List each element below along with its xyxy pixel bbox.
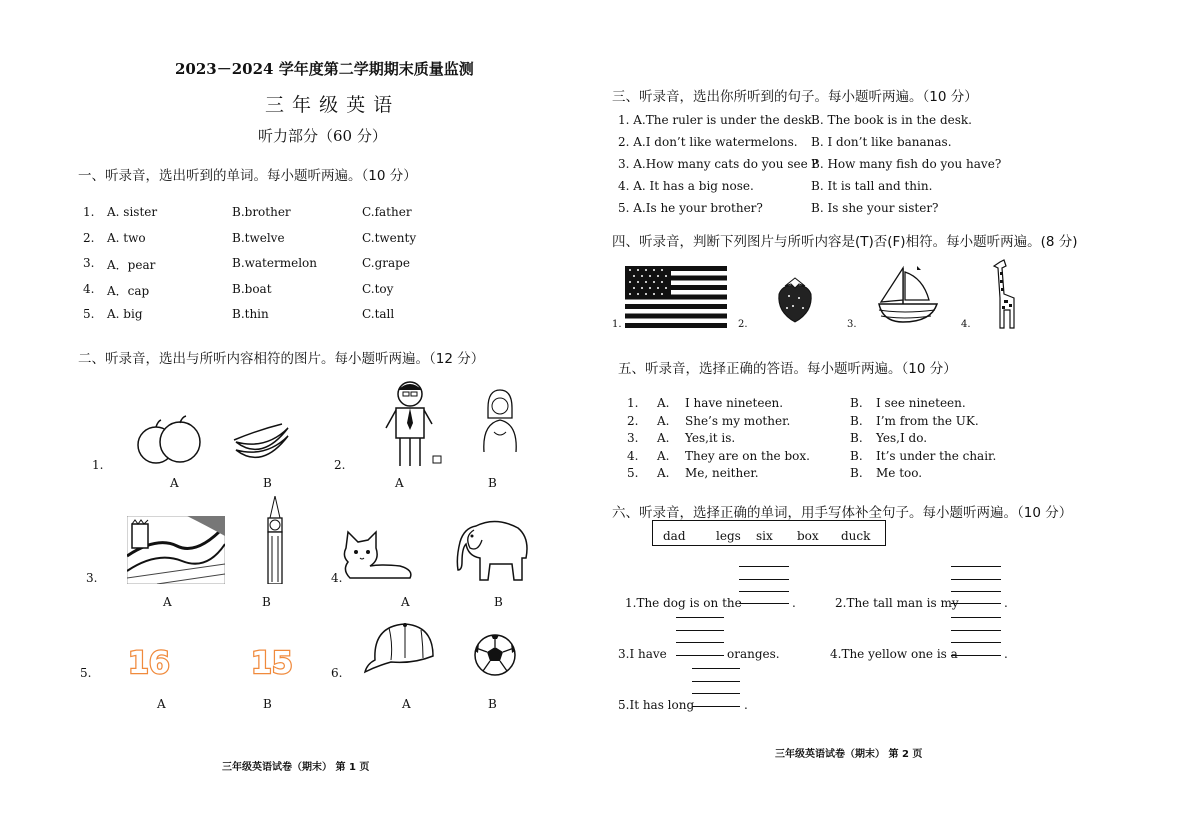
option-a-letter: A.: [657, 448, 670, 463]
s2-q5-label-a: A: [157, 697, 166, 711]
s2-q3-label-a: A: [163, 595, 172, 609]
question-number: 2.: [627, 413, 639, 428]
option-a-text: I have nineteen.: [685, 396, 784, 410]
q1-guide-line: [739, 579, 789, 580]
s4-q3-num: 3.: [847, 319, 857, 330]
s2-q6-label-a: A: [402, 697, 411, 711]
section2-heading: 二、听录音，选出与所听内容相符的图片。每小题听两遍。（12 分）: [78, 351, 485, 367]
question-number: 3.: [83, 256, 95, 270]
q1-answer-blank[interactable]: [739, 603, 789, 604]
q1-period: .: [792, 596, 796, 610]
s4-q1-num: 1.: [612, 319, 622, 330]
word-bank-item: six: [756, 529, 773, 543]
question-number: 2.: [83, 230, 95, 245]
section6-heading: 六、听录音，选择正确的单词，用手写体补全句子。每小题听两遍。（10 分）: [612, 505, 1073, 521]
option-b-text: I see nineteen.: [876, 396, 966, 410]
q3-sentence: 3.I have: [618, 647, 667, 661]
word-bank-item: dad: [663, 529, 686, 543]
s2-q4-label-a: A: [401, 595, 410, 609]
option-b-text: Me too.: [876, 466, 923, 481]
s2-q4-label-b: B: [494, 595, 503, 609]
section4-heading: 四、听录音，判断下列图片与所听内容是(T)否(F)相符。每小题听两遍。(8 分): [612, 234, 1078, 250]
s4-q2-num: 2.: [738, 319, 748, 330]
section3-heading: 三、听录音，选出你所听到的句子。每小题听两遍。（10 分）: [612, 89, 978, 105]
option-b: B.thin: [232, 307, 269, 321]
option-a-text: Me, neither.: [685, 466, 759, 481]
q5-sentence: 5.It has long: [618, 698, 695, 712]
q3-answer-blank[interactable]: [676, 655, 724, 656]
s2-q1-num: 1.: [92, 458, 104, 472]
option-a-letter: A.: [657, 431, 670, 446]
option-b-letter: B.: [850, 431, 863, 446]
option-c: C.father: [362, 205, 412, 219]
q2-guide-line: [951, 579, 1001, 580]
option-c: C.toy: [362, 281, 394, 296]
woman-icon: [478, 388, 523, 453]
q3-sentence-end: oranges.: [727, 647, 780, 661]
option-c: C.tall: [362, 307, 395, 321]
option-b-letter: B.: [850, 396, 863, 410]
option-b-letter: B.: [850, 448, 863, 463]
q1-guide-line: [739, 591, 789, 592]
option-b-text: Yes,I do.: [876, 431, 928, 446]
q5-answer-blank[interactable]: [692, 706, 740, 707]
soccer-ball-icon: [473, 633, 517, 677]
bananas-icon: [232, 420, 292, 465]
q3-guide-line: [676, 630, 724, 631]
option-a: A. sister: [107, 205, 158, 219]
s2-q2-label-b: B: [488, 476, 497, 490]
q4-guide-line: [951, 617, 1001, 618]
option-a: 5. A.Is he your brother?: [618, 201, 763, 215]
option-b-letter: B.: [850, 413, 863, 428]
option-b-text: I’m from the UK.: [876, 413, 979, 428]
word-bank-item: legs: [716, 529, 741, 543]
question-number: 4.: [627, 448, 639, 463]
sailboat-icon: [873, 264, 941, 328]
q4-sentence: 4.The yellow one is a: [830, 647, 958, 661]
q5-guide-line: [692, 681, 740, 682]
exam-subtitle: 三 年 级 英 语: [265, 94, 394, 116]
option-a-text: Yes,it is.: [685, 431, 736, 446]
q2-guide-line: [951, 591, 1001, 592]
word-bank-item: box: [797, 529, 819, 543]
option-a: A. big: [107, 307, 143, 321]
s2-q2-num: 2.: [334, 458, 346, 472]
option-b: B. I don’t like bananas.: [811, 135, 952, 149]
section5-heading: 五、听录音，选择正确的答语。每小题听两遍。（10 分）: [618, 361, 957, 377]
option-a-letter: A.: [657, 466, 670, 481]
option-a: 3. A.How many cats do you see ?: [618, 157, 818, 171]
number-15-option: 15: [251, 646, 293, 681]
option-a: A．pear: [107, 258, 156, 272]
q5-guide-line: [692, 693, 740, 694]
q4-guide-line: [951, 630, 1001, 631]
s2-q5-label-b: B: [263, 697, 272, 711]
s2-q2-label-a: A: [395, 476, 404, 490]
q5-guide-line: [692, 668, 740, 669]
q4-guide-line: [951, 642, 1001, 643]
page1-footer: 三年级英语试卷（期末） 第 1 页: [222, 762, 370, 773]
option-a-letter: A.: [657, 413, 670, 428]
option-b-letter: B.: [850, 466, 863, 481]
option-a: A. two: [107, 230, 146, 245]
number-16-option: 16: [128, 646, 170, 681]
s2-q1-label-b: B: [263, 476, 272, 490]
option-b: B.brother: [232, 205, 291, 219]
q3-guide-line: [676, 617, 724, 618]
q1-guide-line: [739, 566, 789, 567]
q4-period: .: [1004, 647, 1008, 661]
s2-q3-label-b: B: [262, 595, 271, 609]
q2-sentence: 2.The tall man is my: [835, 596, 959, 610]
q3-guide-line: [676, 642, 724, 643]
option-c: C.twenty: [362, 230, 417, 245]
question-number: 5.: [83, 307, 95, 321]
s4-q4-num: 4.: [961, 319, 971, 330]
question-number: 3.: [627, 431, 639, 446]
question-number: 1.: [627, 396, 639, 410]
cap-icon: [363, 620, 437, 676]
man-icon: [380, 378, 450, 470]
section1-heading: 一、听录音，选出听到的单词。每小题听两遍。（10 分）: [78, 168, 417, 184]
s2-q3-num: 3.: [86, 571, 98, 585]
great-wall-icon: [127, 516, 225, 584]
q2-period: .: [1004, 596, 1008, 610]
option-a: 4. A. It has a big nose.: [618, 179, 754, 193]
q1-sentence: 1.The dog is on the: [625, 596, 742, 610]
strawberry-icon: [775, 274, 815, 324]
option-a: 2. A.I don’t like watermelons.: [618, 135, 798, 149]
option-a-letter: A.: [657, 396, 670, 410]
option-b: B. How many fish do you have?: [811, 157, 1002, 171]
option-a: 1. A.The ruler is under the desk.: [618, 113, 816, 127]
s2-q6-num: 6.: [331, 666, 343, 680]
option-b: B. Is she your sister?: [811, 201, 939, 215]
option-b: B. It is tall and thin.: [811, 179, 933, 193]
option-a-text: They are on the box.: [685, 448, 810, 463]
s2-q5-num: 5.: [80, 666, 92, 680]
q4-answer-blank[interactable]: [951, 655, 1001, 656]
option-b: B.boat: [232, 281, 272, 296]
option-b: B.watermelon: [232, 256, 317, 270]
q2-guide-line: [951, 566, 1001, 567]
option-a: A．cap: [107, 283, 150, 298]
q5-period: .: [744, 698, 748, 712]
s2-q4-num: 4.: [331, 571, 343, 585]
word-bank-item: duck: [841, 529, 871, 543]
option-b: B.twelve: [232, 230, 285, 245]
giraffe-icon: [990, 258, 1020, 330]
question-number: 4.: [83, 281, 95, 296]
big-ben-icon: [262, 496, 288, 584]
exam-title: 2023－2024 学年度第二学期期末质量监测: [175, 60, 474, 78]
elephant-icon: [456, 518, 532, 584]
page2-footer: 三年级英语试卷（期末） 第 2 页: [775, 749, 923, 760]
s2-q1-label-a: A: [170, 476, 179, 490]
us-flag-icon: [625, 266, 727, 328]
option-c: C.grape: [362, 256, 410, 270]
s2-q6-label-b: B: [488, 697, 497, 711]
listening-part-title: 听力部分（60 分）: [258, 127, 387, 145]
cat-icon: [340, 530, 416, 582]
option-b: B. The book is in the desk.: [811, 113, 972, 127]
question-number: 1.: [83, 205, 95, 219]
question-number: 5.: [627, 466, 639, 481]
option-a-text: She’s my mother.: [685, 413, 791, 428]
apples-icon: [134, 415, 204, 467]
option-b-text: It’s under the chair.: [876, 448, 997, 463]
